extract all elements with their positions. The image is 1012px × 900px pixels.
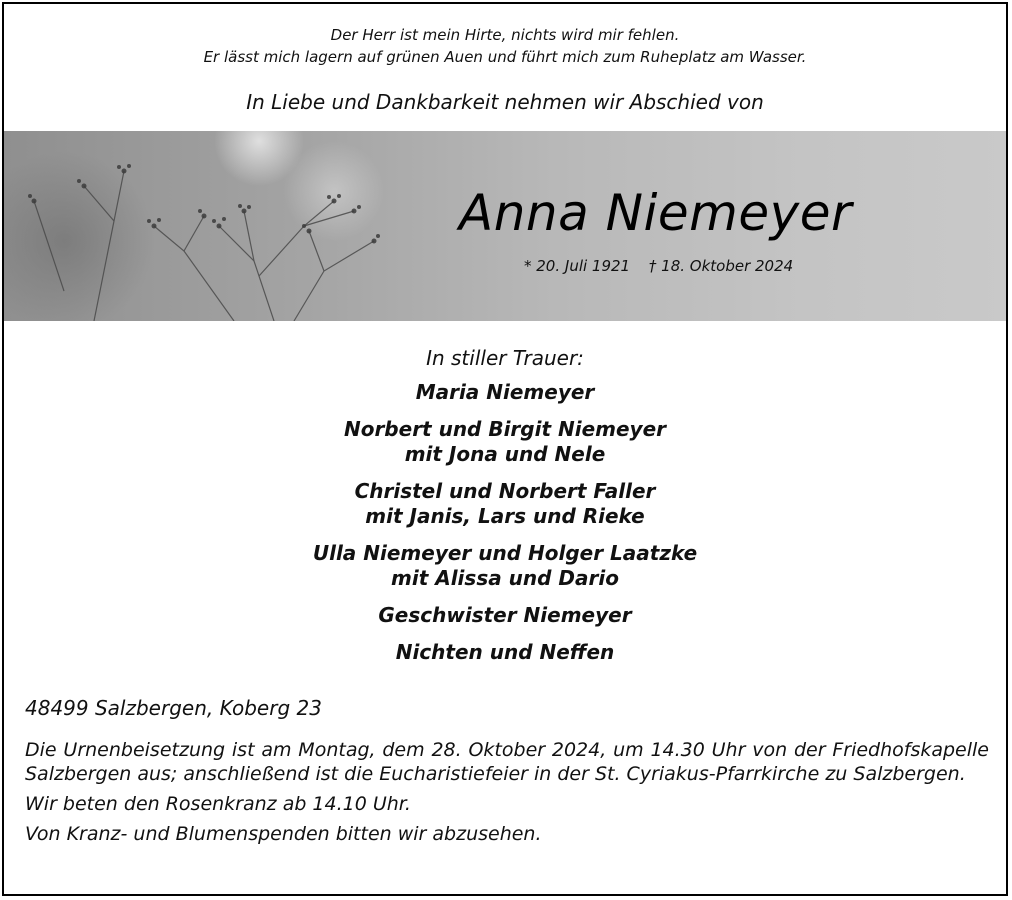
- mourner-line: Ulla Niemeyer und Holger Laatzke: [312, 541, 698, 565]
- mourner-line: Maria Niemeyer: [415, 380, 595, 404]
- psalm-quote: [4, 24, 1006, 68]
- address: 48499 Salzbergen, Koberg 23: [25, 696, 322, 720]
- deceased-name: Anna Niemeyer: [459, 184, 853, 242]
- life-dates: [524, 257, 793, 275]
- mourner-group: [4, 603, 1006, 628]
- mourner-line: mit Janis, Lars und Rieke: [365, 504, 645, 528]
- mourner-line: Norbert und Birgit Niemeyer: [343, 417, 667, 441]
- intro-text: In Liebe und Dankbarkeit nehmen wir Abschied von: [246, 90, 764, 114]
- mourner-line: mit Jona und Nele: [404, 442, 606, 466]
- mourner-line: mit Alissa und Dario: [391, 566, 619, 590]
- psalm-line-2: Er lässt mich lagern auf grünen Auen und führt mich zum Ruheplatz am Wasser.: [203, 48, 807, 66]
- funeral-details: [25, 738, 989, 852]
- mourner-group: [4, 417, 1006, 467]
- rosary-info: Wir beten den Rosenkranz ab 14.10 Uhr.: [25, 793, 411, 815]
- death-date: † 18. Oktober 2024: [648, 257, 794, 275]
- obituary-frame: [2, 2, 1008, 896]
- mourner-line: Nichten und Neffen: [395, 640, 615, 664]
- mourner-group: [4, 640, 1006, 665]
- psalm-line-1: Der Herr ist mein Hirte, nichts wird mir fehlen.: [330, 26, 680, 44]
- mourners-list: [4, 346, 1006, 677]
- mourners-heading: In stiller Trauer:: [426, 346, 584, 370]
- flowers-note: Von Kranz- und Blumenspenden bitten wir abzusehen.: [25, 823, 542, 845]
- mourner-group: [4, 541, 1006, 591]
- mourner-line: Christel und Norbert Faller: [354, 479, 656, 503]
- mourner-group: [4, 380, 1006, 405]
- mourner-group: [4, 479, 1006, 529]
- funeral-info: Die Urnenbeisetzung ist am Montag, dem 28. Oktober 2024, um 14.30 Uhr von der Friedhofskapelle Salzbergen aus; anschließend ist die Eucharistiefeier in der St. Cyriakus-Pfarrkirche zu Salzbergen.: [25, 739, 989, 785]
- mourner-line: Geschwister Niemeyer: [378, 603, 632, 627]
- birth-date: * 20. Juli 1921: [524, 257, 631, 275]
